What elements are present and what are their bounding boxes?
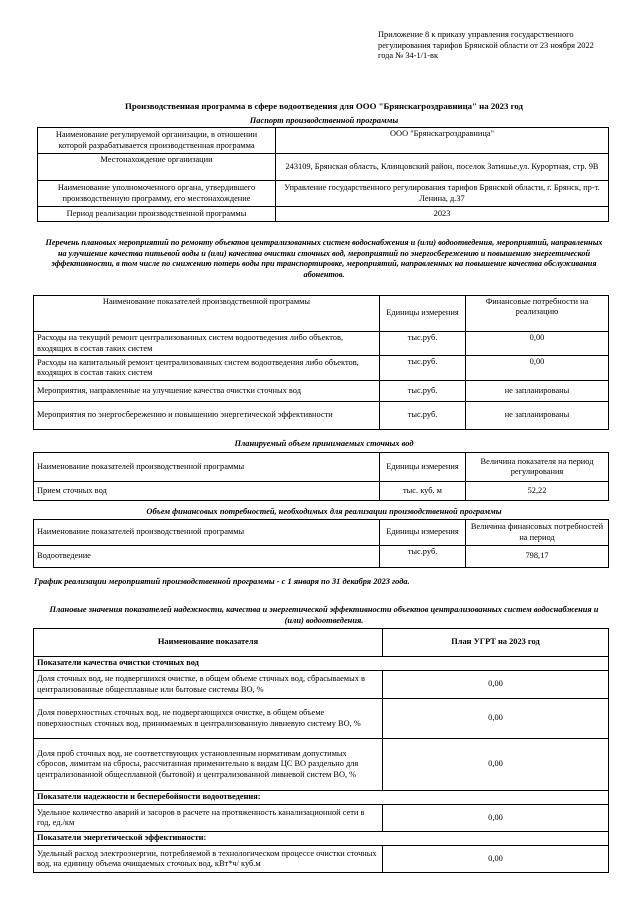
table-row (34, 671, 609, 699)
table-row (34, 332, 609, 356)
measures-heading: Перечень плановых мероприятий по ремонту объектов централизованных систем водоснабжения и (или) водоотведения, мероприятий, направленных на улучшение качества питьевой воды и (или) качества очистки сточных вод, мероприятий по энергосбережению и повышению энергетической эффективности, в том числе по снижению потерь воды при транспортировке, мероприятий, направленных на повышение качества обслуживания абонентов. (45, 238, 603, 279)
passport-row (38, 154, 609, 181)
finance-table (33, 519, 609, 568)
row-value: 52,22 (466, 482, 609, 501)
row-value: 0,00 (466, 356, 609, 381)
indicators-heading: Плановые значения показателей надежности, качества и энергетической эффективности объектов централизованных систем водоснабжения и (или) водоотведения. (49, 605, 599, 625)
col-header-need: Финансовые потребности на реализацию (466, 296, 609, 332)
passport-value: ООО "Брянскагроздравница" (276, 128, 609, 154)
passport-table (37, 127, 609, 222)
table-row (34, 482, 609, 501)
col-header-name: Наименование показателей производственной программы (34, 296, 380, 332)
passport-heading: Паспорт производственной программы (249, 116, 399, 125)
row-value: 0,00 (466, 332, 609, 356)
row-value: 0,00 (383, 846, 609, 873)
col-header-value: Величина финансовых потребностей на период (466, 520, 609, 546)
col-header-unit: Единицы измерения (380, 520, 466, 546)
section-row (34, 657, 609, 671)
table-row (34, 381, 609, 402)
table-row (34, 699, 609, 739)
table-row (34, 846, 609, 873)
appendix-note: Приложение 8 к приказу управления государственного регулирования тарифов Брянской области от 23 ноября 2022 года № 34-1/1-вк (378, 30, 594, 60)
section-label: Показатели энергетической эффективности: (34, 832, 609, 846)
row-name: Мероприятия по энергосбережению и повышению энергетической эффективности (34, 402, 380, 430)
section-row (34, 832, 609, 846)
passport-row (38, 128, 609, 154)
row-name: Расходы на капитальный ремонт централизованных систем водоотведения либо объектов, входящих в состав таких систем (34, 356, 380, 381)
finance-heading: Объем финансовых потребностей, необходимых для реализации производственной программы (146, 507, 502, 516)
passport-row (38, 207, 609, 222)
row-name: Мероприятия, направленные на улучшение качества очистки сточных вод (34, 381, 380, 402)
col-header-unit: Единицы измерения (380, 296, 466, 332)
row-value: 0,00 (383, 739, 609, 791)
row-unit: тыс.руб. (380, 381, 466, 402)
row-value: не запланированы (466, 402, 609, 430)
section-label: Показатели качества очистки сточных вод (34, 657, 609, 671)
col-header-name: Наименование показателей производственной программы (34, 453, 380, 482)
passport-value: 243109, Брянская область, Клинцовский район, поселок Затишье,ул. Курортная, стр. 9В (276, 154, 609, 181)
row-name: Прием сточных вод (34, 482, 380, 501)
measures-table (33, 295, 609, 430)
row-unit: тыс.руб. (380, 402, 466, 430)
indicators-table (33, 628, 609, 873)
table-row (34, 805, 609, 832)
col-header-name: Наименование показателей производственной программы (34, 520, 380, 546)
section-label: Показатели надежности и бесперебойности водоотведения: (34, 791, 609, 805)
col-header-plan: План УГРТ на 2023 год (383, 629, 609, 657)
passport-row (38, 181, 609, 207)
row-name: Водоотведение (34, 546, 380, 568)
row-name: Доля поверхностных сточных вод, не подвергающихся очистке, в общем объеме поверхностных сточных вод, принимаемых в централизованную ливневую систему ВО, % (34, 699, 383, 739)
volume-heading: Планируемый объем принимаемых сточных вод (234, 439, 414, 448)
row-unit: тыс. куб. м (380, 482, 466, 501)
passport-label: Местонахождение организации (38, 154, 276, 181)
row-name: Доля проб сточных вод, не соответствующих установленным нормативам допустимых сбросов, лимитам на сбросы, рассчитанная применительно к видам ЦС ВО раздельно для централизованной общесплавной (бытовой) и централизованной ливневой систем ВО, % (34, 739, 383, 791)
col-header-name: Наименование показателя (34, 629, 383, 657)
row-value: не запланированы (466, 381, 609, 402)
row-value: 0,00 (383, 671, 609, 699)
document-title: Производственная программа в сфере водоотведения для ООО "Брянскагроздравница" на 2023 год (125, 101, 523, 111)
volume-table (33, 452, 609, 501)
table-row (34, 739, 609, 791)
passport-value: Управление государственного регулирования тарифов Брянской области, г. Брянск, пр-т. Ленина, д.37 (276, 181, 609, 207)
row-name: Доля сточных вод, не подвергшихся очистке, в общем объеме сточных вод, сбрасываемых в централизованные общесплавные или бытовые системы ВО, % (34, 671, 383, 699)
row-value: 0,00 (383, 805, 609, 832)
table-row (34, 356, 609, 381)
passport-value: 2023 (276, 207, 609, 222)
passport-label: Период реализации производственной программы (38, 207, 276, 222)
passport-label: Наименование уполномоченного органа, утвердившего производственную программу, его местонахождение (38, 181, 276, 207)
row-name: Удельный расход электроэнергии, потребляемой в технологическом процессе очистки сточных вод, на единицу объема очищаемых сточных вод, кВт*ч/ куб.м (34, 846, 383, 873)
table-row (34, 402, 609, 430)
row-name: Расходы на текущий ремонт централизованных систем водоотведения либо объектов, входящих в состав таких систем (34, 332, 380, 356)
row-unit: тыс.руб. (380, 546, 466, 568)
table-row (34, 546, 609, 568)
row-unit: тыс.руб. (380, 356, 466, 381)
col-header-value: Величина показателя на период регулирования (466, 453, 609, 482)
row-value: 798,17 (466, 546, 609, 568)
section-row (34, 791, 609, 805)
row-name: Удельное количество аварий и засоров в расчете на протяженность канализационной сети в год, ед./км (34, 805, 383, 832)
passport-label: Наименование регулируемой организации, в отношении которой разрабатывается производственная программа (38, 128, 276, 154)
row-unit: тыс.руб. (380, 332, 466, 356)
schedule-note: График реализации мероприятий производственной программы - с 1 января по 31 декабря 2023 года. (34, 577, 410, 586)
row-value: 0,00 (383, 699, 609, 739)
col-header-unit: Единицы измерения (380, 453, 466, 482)
